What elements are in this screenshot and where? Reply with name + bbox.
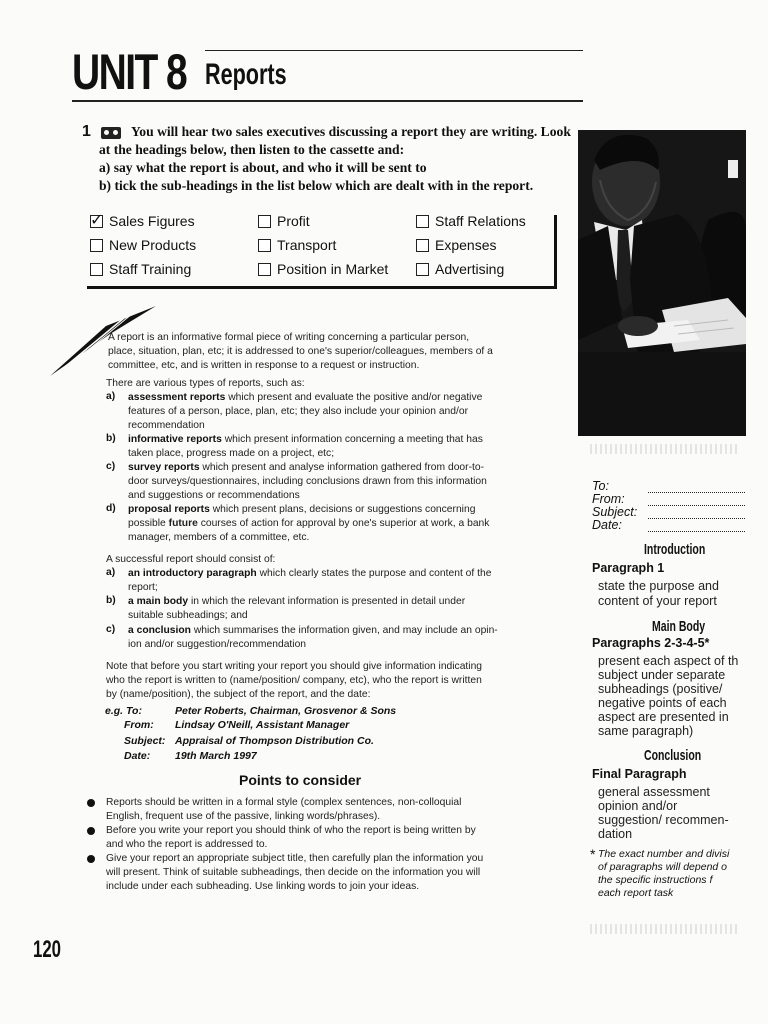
paragraph-1-title: Paragraph 1 [592, 561, 665, 575]
final-paragraph-text: suggestion/ recommen- [598, 813, 729, 827]
list-letter: c) [106, 624, 116, 635]
list-letter: a) [106, 391, 116, 402]
consist-text: suitable subheadings; and [128, 610, 248, 621]
consist-text: which clearly states the purpose and content of the [259, 568, 492, 579]
checkbox-label: Transport [277, 237, 337, 253]
final-paragraph-text: opinion and/or [598, 799, 678, 813]
exercise-instruction-line: b) tick the sub-headings in the list below which are dealt with in the report. [99, 178, 534, 193]
checkbox-label: Advertising [435, 261, 505, 277]
header-top-rule [205, 50, 583, 51]
checkbox-label: Staff Training [109, 261, 192, 277]
unit-title: Reports [205, 58, 287, 91]
checkbox-icon[interactable] [416, 215, 429, 228]
list-letter: c) [106, 461, 116, 472]
conclusion-heading: Conclusion [644, 747, 702, 764]
checkbox-icon[interactable] [258, 239, 271, 252]
type-term: proposal reports [128, 504, 210, 515]
paragraph-1-text: content of your report [598, 594, 717, 608]
type-item [128, 503, 475, 517]
paragraphs-2-5-text: same paragraph) [598, 724, 694, 738]
unit-number: UNIT 8 [72, 44, 187, 100]
checkbox-checked-icon[interactable] [90, 215, 103, 228]
checkbox-option-advertising[interactable] [416, 261, 504, 277]
type-text: recommendation [128, 420, 205, 431]
cassette-icon [101, 127, 121, 139]
example-to-value: Peter Roberts, Chairman, Grosvenor & Sons [175, 705, 397, 717]
point-line: Give your report an appropriate subject title, then carefully plan the information you [106, 853, 484, 864]
paragraphs-2-5-text: subheadings (positive/ [598, 682, 723, 696]
example-to-label: e.g. To: [105, 705, 142, 717]
consist-item [128, 595, 465, 609]
note-line: Note that before you start writing your report you should give information indicating [106, 661, 483, 672]
checkbox-option-new-products[interactable] [90, 237, 196, 253]
checkbox-label: Expenses [435, 237, 497, 253]
consist-intro: A successful report should consist of: [106, 554, 276, 565]
type-text: possible [128, 518, 166, 529]
paragraph-1-text: state the purpose and [598, 579, 719, 593]
type-item [128, 391, 482, 405]
example-date-value: 19th March 1997 [175, 750, 257, 762]
box-border [554, 215, 557, 288]
list-letter: d) [106, 503, 116, 514]
type-term: informative reports [128, 434, 222, 445]
type-text: which present information concerning a meeting that has [224, 434, 483, 445]
final-paragraph-title: Final Paragraph [592, 767, 687, 781]
memo-from-label: From: [592, 492, 625, 506]
checkbox-option-sales-figures[interactable] [90, 213, 195, 229]
type-text: features of a person, place, plan, etc; they also include your opinion and/or [128, 406, 469, 417]
footnote-line: of paragraphs will depend o [598, 861, 728, 873]
type-emphasis: future [168, 518, 198, 529]
consist-text: ion and/or suggestion/recommendation [128, 639, 307, 650]
checkbox-option-staff-relations[interactable] [416, 213, 526, 229]
type-text [128, 517, 489, 531]
checkbox-option-transport[interactable] [258, 237, 336, 253]
type-item [128, 433, 483, 447]
final-paragraph-text: dation [598, 827, 633, 841]
note-line: by (name/position), the subject of the report, and the date: [106, 689, 371, 700]
checkbox-icon[interactable] [258, 215, 271, 228]
type-text: which present and evaluate the positive and/or negative [228, 392, 483, 403]
scan-noise [590, 924, 740, 934]
checkbox-icon[interactable] [416, 263, 429, 276]
type-text: which present plans, decisions or suggestions concerning [212, 504, 476, 515]
paragraphs-2-5-text: present each aspect of th [598, 654, 739, 668]
consist-text: report; [128, 582, 158, 593]
memo-subject-line [648, 508, 745, 519]
intro-line: A report is an informative formal piece of writing concerning a particular person, [108, 332, 470, 343]
type-item [128, 461, 484, 475]
checkbox-option-expenses[interactable] [416, 237, 496, 253]
box-border [87, 286, 557, 289]
consist-term: an introductory paragraph [128, 568, 257, 579]
consist-item [128, 567, 491, 581]
example-from-value: Lindsay O'Neill, Assistant Manager [175, 719, 350, 731]
example-subject-label: Subject: [124, 735, 166, 747]
points-heading: Points to consider [239, 772, 362, 788]
point-line: and who the report is addressed to. [106, 839, 268, 850]
point-line: Before you write your report you should think of who the report is being written by [106, 825, 476, 836]
introduction-heading: Introduction [644, 541, 706, 558]
bullet-icon [87, 799, 95, 807]
types-intro: There are various types of reports, such as: [106, 378, 305, 389]
exercise-instruction-line: You will hear two sales executives discussing a report they are writing. Look [131, 124, 571, 139]
example-date-label: Date: [124, 750, 151, 762]
type-text: and suggestions or recommendations [128, 490, 300, 501]
type-text: which present and analyse information gathered from door-to- [202, 462, 485, 473]
checkbox-option-staff-training[interactable] [90, 261, 191, 277]
paragraphs-2-5-text: negative points of each [598, 696, 727, 710]
memo-date-label: Date: [592, 518, 622, 532]
consist-term: a main body [128, 596, 189, 607]
footnote-line: The exact number and divisi [598, 848, 730, 860]
list-letter: a) [106, 567, 116, 578]
final-paragraph-text: general assessment [598, 785, 710, 799]
example-subject-value: Appraisal of Thompson Distribution Co. [175, 735, 374, 747]
exercise-instruction-line: a) say what the report is about, and who it will be sent to [99, 160, 427, 175]
exercise-instruction-line: at the headings below, then listen to the cassette and: [99, 142, 405, 157]
type-text: manager, members of a committee, etc. [128, 532, 310, 543]
checkbox-label: Profit [277, 213, 310, 229]
businessman-photo [578, 130, 746, 436]
checkbox-option-position-in-market[interactable] [258, 261, 388, 277]
exercise-number: 1 [82, 123, 91, 140]
checkbox-label: Position in Market [277, 261, 389, 277]
intro-line: committee, etc, and is written in response to a request or instruction. [108, 360, 420, 371]
consist-term: a conclusion [128, 625, 191, 636]
memo-to-label: To: [592, 479, 609, 493]
checkbox-icon[interactable] [90, 239, 103, 252]
memo-date-line [648, 521, 745, 532]
bullet-icon [87, 855, 95, 863]
checkbox-icon[interactable] [416, 239, 429, 252]
memo-to-line [648, 482, 745, 493]
type-term: survey reports [128, 462, 200, 473]
type-text: courses of action for approval by one's superior at work, a bank [200, 518, 490, 529]
checkbox-icon[interactable] [90, 263, 103, 276]
bullet-icon [87, 827, 95, 835]
footnote-star: * [590, 846, 596, 862]
main-body-heading: Main Body [652, 618, 706, 635]
memo-from-line [648, 495, 745, 506]
note-line: who the report is written to (name/position/ company, etc), who the report is written [106, 675, 482, 686]
checkbox-option-profit[interactable] [258, 213, 310, 229]
paragraphs-2-5-text: subject under separate [598, 668, 726, 682]
list-letter: b) [106, 595, 116, 606]
consist-text: which summarises the information given, and may include an opin- [193, 625, 498, 636]
type-text: taken place, progress made on a project, etc; [128, 448, 335, 459]
checkbox-label: Staff Relations [435, 213, 526, 229]
paragraphs-2-5-text: aspect are presented in [598, 710, 729, 724]
header-bottom-rule [72, 100, 583, 102]
memo-subject-label: Subject: [592, 505, 638, 519]
checkbox-icon[interactable] [258, 263, 271, 276]
checkbox-label: New Products [109, 237, 197, 253]
consist-text: in which the relevant information is presented in detail under [190, 596, 466, 607]
footnote-line: the specific instructions f [598, 874, 713, 886]
intro-line: place, situation, plan, etc; it is addressed to one's superior/colleagues, members of a [108, 346, 493, 357]
point-line: include under each subheading. Use linking words to join your ideas. [106, 881, 420, 892]
example-from-label: From: [124, 719, 154, 731]
point-line: English, frequent use of the passive, linking words/phrases). [106, 811, 381, 822]
paragraphs-2-5-title: Paragraphs 2-3-4-5* [592, 636, 710, 650]
point-line: Reports should be written in a formal style (complex sentences, non-colloquial [106, 797, 462, 808]
list-letter: b) [106, 433, 116, 444]
checkbox-label: Sales Figures [109, 213, 195, 229]
consist-item [128, 624, 498, 638]
page-number: 120 [33, 936, 62, 963]
type-text: door surveys/questionnaires, including conclusions drawn from this information [128, 476, 487, 487]
footnote [598, 848, 729, 900]
scan-noise [590, 444, 740, 454]
type-term: assessment reports [128, 392, 226, 403]
footnote-line: each report task [598, 887, 674, 899]
point-line: will present. Think of suitable subheadings, then decide on the information you will [106, 867, 481, 878]
